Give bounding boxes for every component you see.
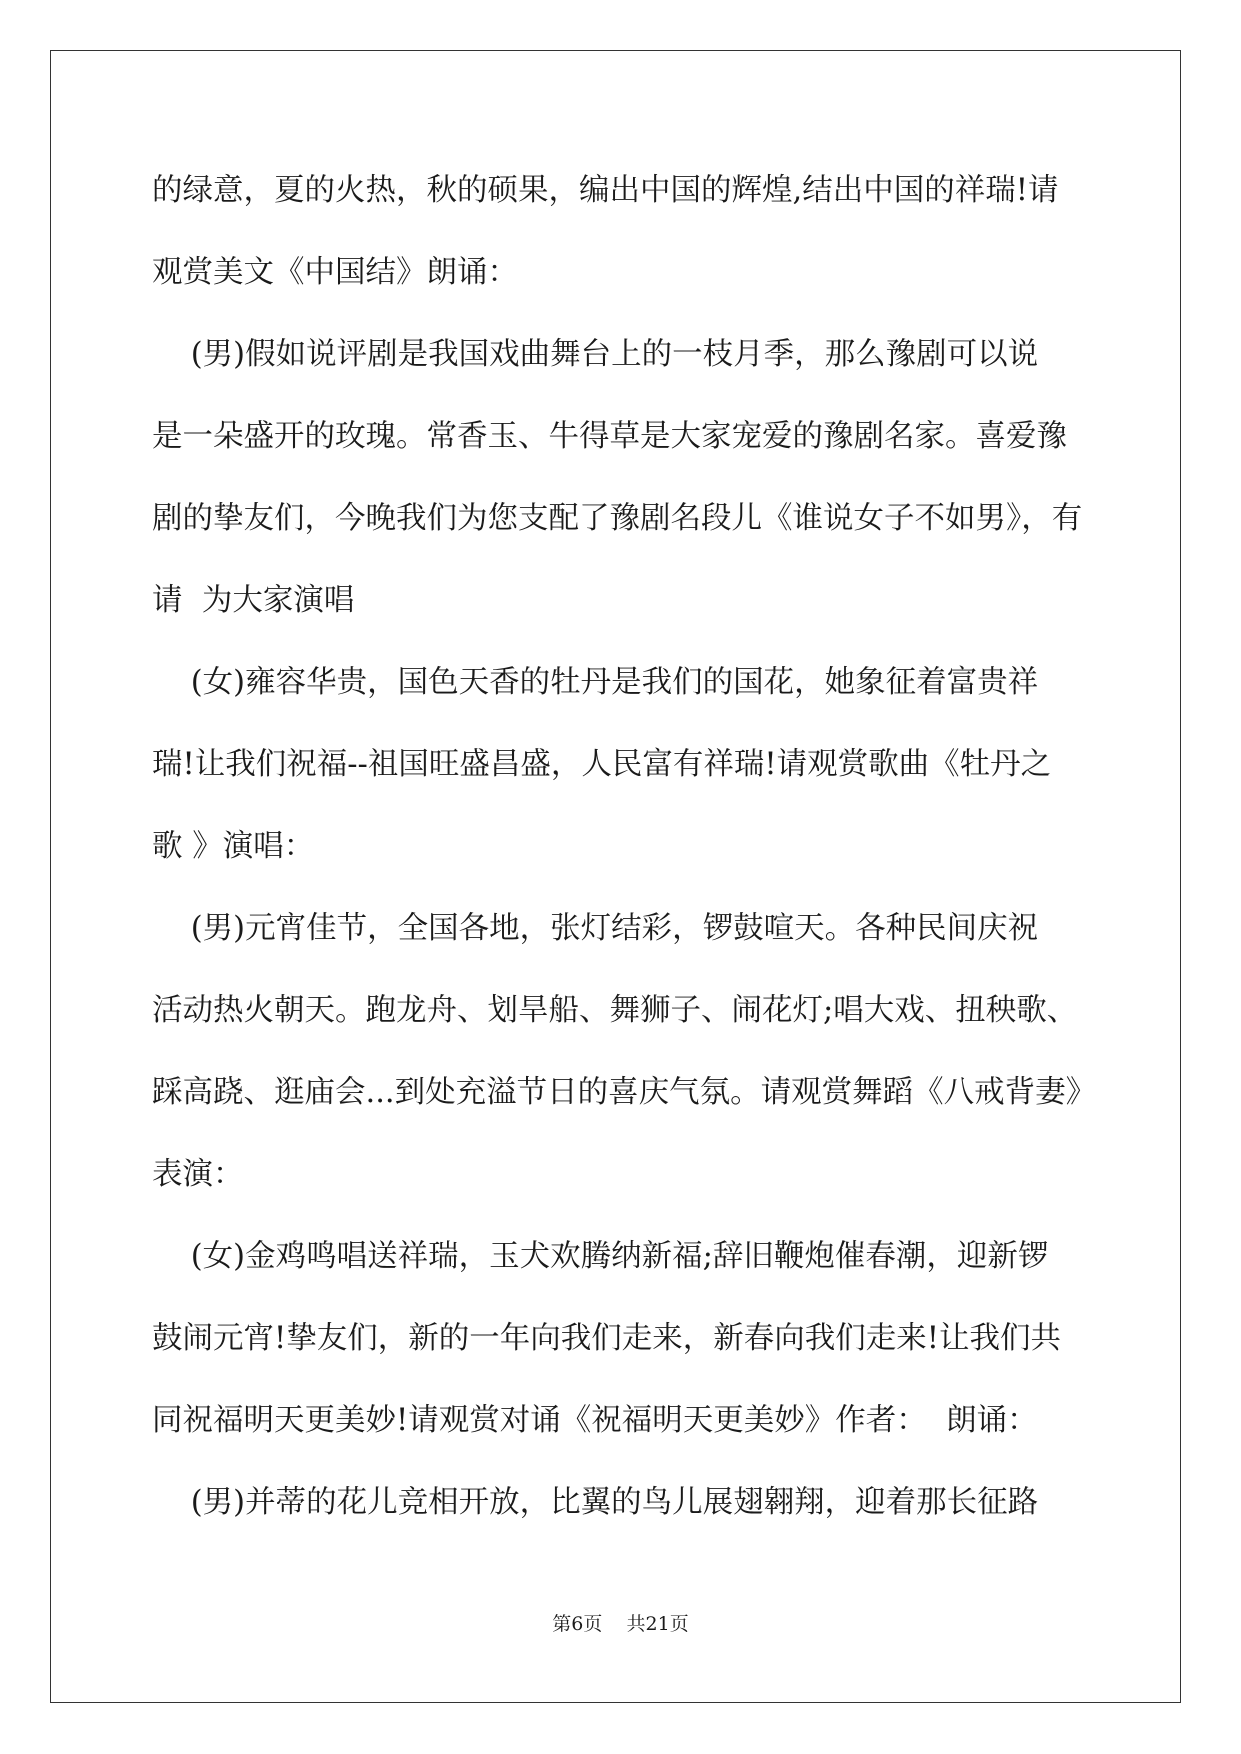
text-line: 鼓闹元宵!挚友们，新的一年向我们走来，新春向我们走来!让我们共 bbox=[152, 1321, 1062, 1356]
paragraph bbox=[152, 150, 1092, 314]
text-line: (女)雍容华贵，国色天香的牡丹是我们的国花，她象征着富贵祥 bbox=[152, 665, 1039, 700]
text-line: 观赏美文《中国结》朗诵： bbox=[152, 255, 518, 290]
paragraph bbox=[152, 1462, 1092, 1544]
text-line: (男)并蒂的花儿竞相开放，比翼的鸟儿展翅翱翔，迎着那长征路 bbox=[152, 1485, 1039, 1520]
text-line: (男)元宵佳节，全国各地，张灯结彩，锣鼓喧天。各种民间庆祝 bbox=[152, 911, 1039, 946]
text-line: 歌 》演唱： bbox=[152, 829, 315, 864]
paragraph bbox=[152, 314, 1092, 642]
paragraph bbox=[152, 888, 1097, 1216]
text-line: 表演： bbox=[152, 1157, 244, 1192]
text-line: 的绿意，夏的火热，秋的硕果，编出中国的辉煌,结出中国的祥瑞!请 bbox=[152, 173, 1059, 208]
page-footer: 第6页 共21页 bbox=[552, 1613, 689, 1635]
text-line: 活动热火朝天。跑龙舟、划旱船、舞狮子、闹花灯;唱大戏、扭秧歌、 bbox=[152, 993, 1078, 1028]
text-line: 同祝福明天更美妙!请观赏对诵《祝福明天更美妙》作者： 朗诵： bbox=[152, 1403, 1038, 1438]
text-line: (男)假如说评剧是我国戏曲舞台上的一枝月季，那么豫剧可以说 bbox=[152, 337, 1039, 372]
text-line: 请 为大家演唱 bbox=[152, 583, 355, 618]
document-body bbox=[152, 150, 1097, 1544]
text-line: (女)金鸡鸣唱送祥瑞，玉犬欢腾纳新福;辞旧鞭炮催春潮，迎新锣 bbox=[152, 1239, 1049, 1274]
text-line: 瑞!让我们祝福--祖国旺盛昌盛，人民富有祥瑞!请观赏歌曲《牡丹之 bbox=[152, 747, 1052, 782]
paragraph bbox=[152, 642, 1092, 888]
paragraph bbox=[152, 1216, 1092, 1462]
text-line: 是一朵盛开的玫瑰。常香玉、牛得草是大家宠爱的豫剧名家。喜爱豫 bbox=[152, 419, 1067, 454]
text-line: 剧的挚友们，今晚我们为您支配了豫剧名段儿《谁说女子不如男》，有 bbox=[152, 501, 1083, 536]
text-line: 踩高跷、逛庙会...到处充溢节日的喜庆气氛。请观赏舞蹈《八戒背妻》 bbox=[152, 1075, 1097, 1110]
